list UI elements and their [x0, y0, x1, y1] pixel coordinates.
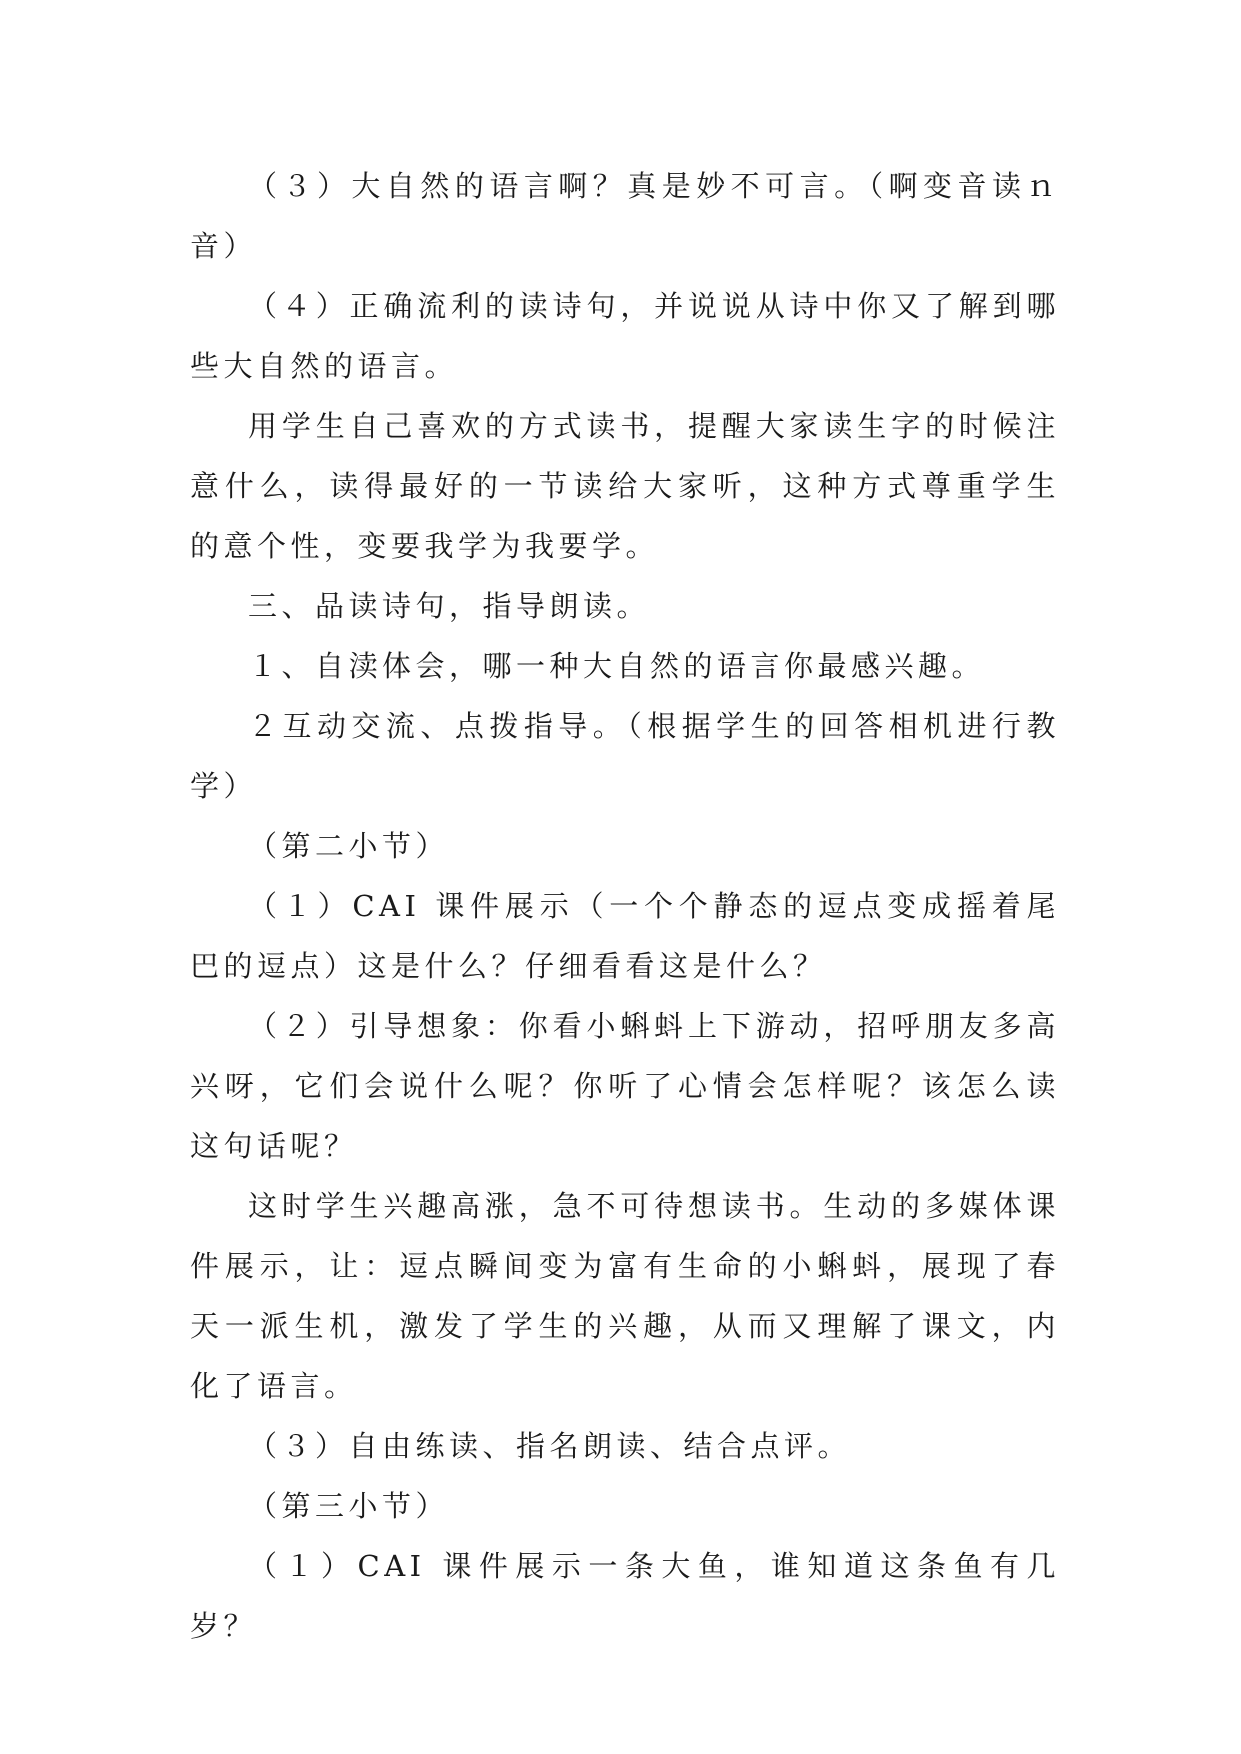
paragraph: ２互动交流、点拨指导。（根据学生的回答相机进行教学） — [190, 709, 1060, 803]
section-heading: 三、品读诗句，指导朗读。 — [248, 589, 651, 623]
paragraph: （２）引导想象：你看小蝌蚪上下游动，招呼朋友多高兴呀，它们会说什么呢？你听了心情会怎样呢？该怎么读这句话呢？ — [190, 1009, 1060, 1163]
paragraph: （１）CAI 课件展示（一个个静态的逗点变成摇着尾巴的逗点）这是什么？仔细看看这是什么？ — [190, 889, 1060, 983]
paragraph: （３）大自然的语言啊？真是妙不可言。（啊变音读ｎ音） — [190, 169, 1060, 263]
paragraph: （３）自由练读、指名朗读、结合点评。 — [248, 1429, 852, 1463]
subsection-heading: （第二小节） — [248, 829, 450, 863]
subsection-heading: （第三小节） — [248, 1489, 450, 1523]
paragraph: （１）CAI 课件展示一条大鱼，谁知道这条鱼有几岁？ — [190, 1549, 1060, 1643]
paragraph: １、自渎体会，哪一种大自然的语言你最感兴趣。 — [248, 649, 986, 683]
paragraph: 用学生自己喜欢的方式读书，提醒大家读生字的时候注意什么，读得最好的一节读给大家听，这种方式尊重学生的意个性，变要我学为我要学。 — [190, 409, 1060, 563]
paragraph: （４）正确流利的读诗句，并说说从诗中你又了解到哪些大自然的语言。 — [190, 289, 1060, 383]
document-body — [190, 156, 1060, 1656]
paragraph: 这时学生兴趣高涨，急不可待想读书。生动的多媒体课件展示，让：逗点瞬间变为富有生命的小蝌蚪，展现了春天一派生机，激发了学生的兴趣，从而又理解了课文，内化了语言。 — [190, 1189, 1060, 1403]
